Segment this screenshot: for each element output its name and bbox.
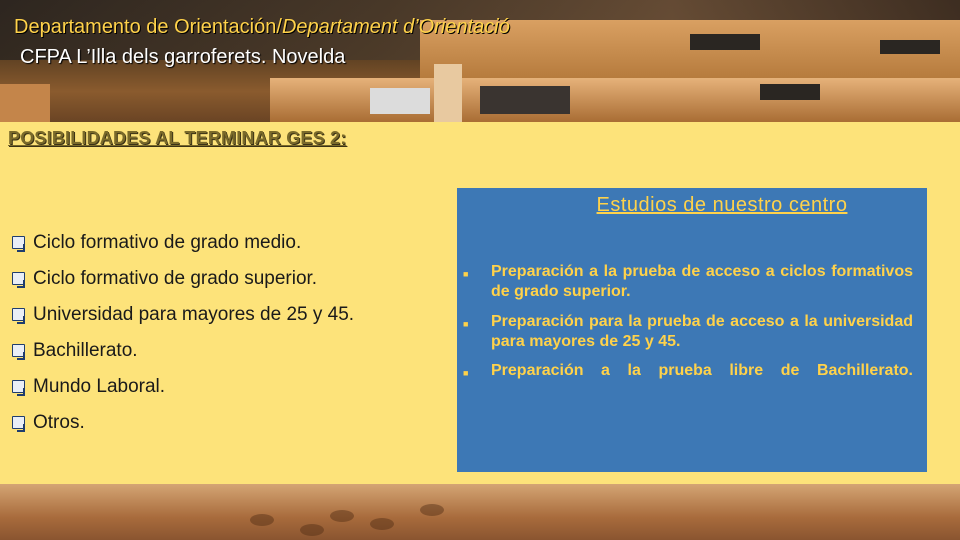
checkbox-bullet-icon bbox=[12, 416, 25, 429]
building-window bbox=[480, 86, 570, 114]
checkbox-bullet-icon bbox=[12, 272, 25, 285]
checkbox-bullet-icon bbox=[12, 308, 25, 321]
building-window bbox=[690, 34, 760, 50]
square-bullet-icon: ■ bbox=[463, 269, 469, 279]
footprint bbox=[300, 524, 324, 536]
footprint bbox=[370, 518, 394, 530]
header-banner bbox=[0, 0, 960, 122]
list-item: Mundo Laboral. bbox=[10, 376, 354, 412]
square-bullet-icon: ■ bbox=[463, 368, 469, 378]
building-window bbox=[880, 40, 940, 54]
building-pillar bbox=[434, 64, 462, 122]
panel-item: ■ Preparación para la prueba de acceso a la universidad para mayores de 25 y 45. bbox=[463, 313, 913, 350]
header-title: Departamento de Orientación/Departament d’Orientació bbox=[14, 16, 510, 38]
header-subtitle: CFPA L’Illa dels garroferets. Novelda bbox=[20, 46, 346, 68]
list-item: Ciclo formativo de grado medio. bbox=[10, 232, 354, 268]
building-window bbox=[370, 88, 430, 114]
list-item: Bachillerato. bbox=[10, 340, 354, 376]
square-bullet-icon: ■ bbox=[463, 319, 469, 329]
list-item: Otros. bbox=[10, 412, 354, 448]
footprint bbox=[420, 504, 444, 516]
options-list bbox=[10, 232, 354, 448]
panel-title: Estudios de nuestro centro bbox=[596, 194, 848, 216]
footprint bbox=[250, 514, 274, 526]
checkbox-bullet-icon bbox=[12, 380, 25, 393]
checkbox-bullet-icon bbox=[12, 344, 25, 357]
list-item: Ciclo formativo de grado superior. bbox=[10, 268, 354, 304]
checkbox-bullet-icon bbox=[12, 236, 25, 249]
sand-footer bbox=[0, 484, 960, 540]
panel-item: ■ Preparación a la prueba libre de Bachillerato. bbox=[463, 361, 913, 383]
studies-panel bbox=[457, 188, 927, 472]
list-item: Universidad para mayores de 25 y 45. bbox=[10, 304, 354, 340]
panel-item: ■ Preparación a la prueba de acceso a ciclos formativos de grado superior. bbox=[463, 263, 913, 300]
building-left bbox=[0, 84, 50, 122]
building-window bbox=[760, 84, 820, 100]
section-heading: POSIBILIDADES AL TERMINAR GES 2: bbox=[8, 128, 347, 148]
footprint bbox=[330, 510, 354, 522]
